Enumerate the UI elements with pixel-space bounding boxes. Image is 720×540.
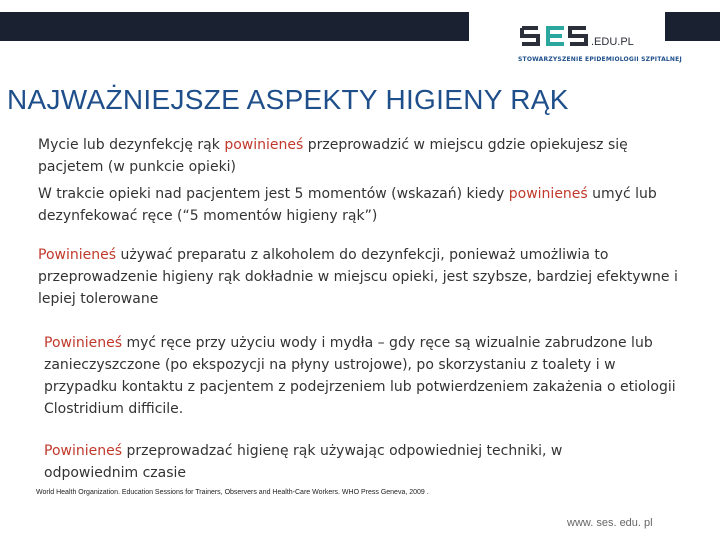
paragraph-3-post: używać preparatu z alkoholem do dezynfekcji, ponieważ umożliwia to przeprowadzenie higieny rąk dokładnie w miejscu opieki, jest szybsze, bardziej efektywne i lepiej tolerowane	[38, 247, 678, 307]
paragraph-5-highlight: Powinieneś	[44, 443, 123, 459]
paragraph-4-post: myć ręce przy użyciu wody i mydła – gdy ręce są wizualnie zabrudzone lub zanieczyszczone (po ekspozycji na płyny ustrojowe), po skorzystaniu z toalety i w przypadku kontaktu z pacjentem z podejrzeniem lub potwierdzeniem zakażenia o etiologii Clostridium difficile.	[44, 335, 676, 417]
paragraph-3-highlight: Powinieneś	[38, 247, 117, 263]
source-footnote: World Health Organization. Education Sessions for Trainers, Observers and Health-Care Workers. WHO Press Geneva, 2009 .	[36, 489, 429, 496]
paragraph-2-highlight: powinieneś	[508, 186, 588, 202]
paragraph-2-pre: W trakcie opieki nad pacjentem jest 5 momentów (wskazań) kiedy	[38, 186, 509, 202]
paragraph-1-highlight: powinieneś	[224, 137, 304, 153]
header-bar-left	[0, 12, 469, 41]
paragraph-1-post: przeprowadzić w miejscu gdzie opiekujesz się pacjetem (w punkcie opieki)	[38, 137, 628, 175]
footer-url: www. ses. edu. pl	[567, 517, 653, 529]
paragraph-4-highlight: Powinieneś	[44, 335, 123, 351]
header-bar-right	[665, 12, 720, 41]
paragraph-5-post: przeprowadzać higienę rąk używając odpowiedniej techniki, w odpowiednim czasie	[44, 443, 563, 481]
paragraph-5	[44, 440, 644, 484]
paragraph-2-post: umyć lub dezynfekować ręce (“5 momentów higieny rąk”)	[38, 186, 657, 224]
paragraph-1-pre: Mycie lub dezynfekcję rąk	[38, 137, 225, 153]
paragraph-4	[44, 332, 684, 420]
paragraph-3	[38, 244, 678, 310]
page-title: NAJWAŻNIEJSZE ASPEKTY HIGIENY RĄK	[7, 84, 569, 115]
logo-subtitle: STOWARZYSZENIE EPIDEMIOLOGII SZPITALNEJ	[518, 56, 682, 63]
paragraph-2	[38, 183, 678, 227]
svg-text:.EDU.PL: .EDU.PL	[591, 36, 634, 48]
paragraph-1	[38, 134, 678, 178]
